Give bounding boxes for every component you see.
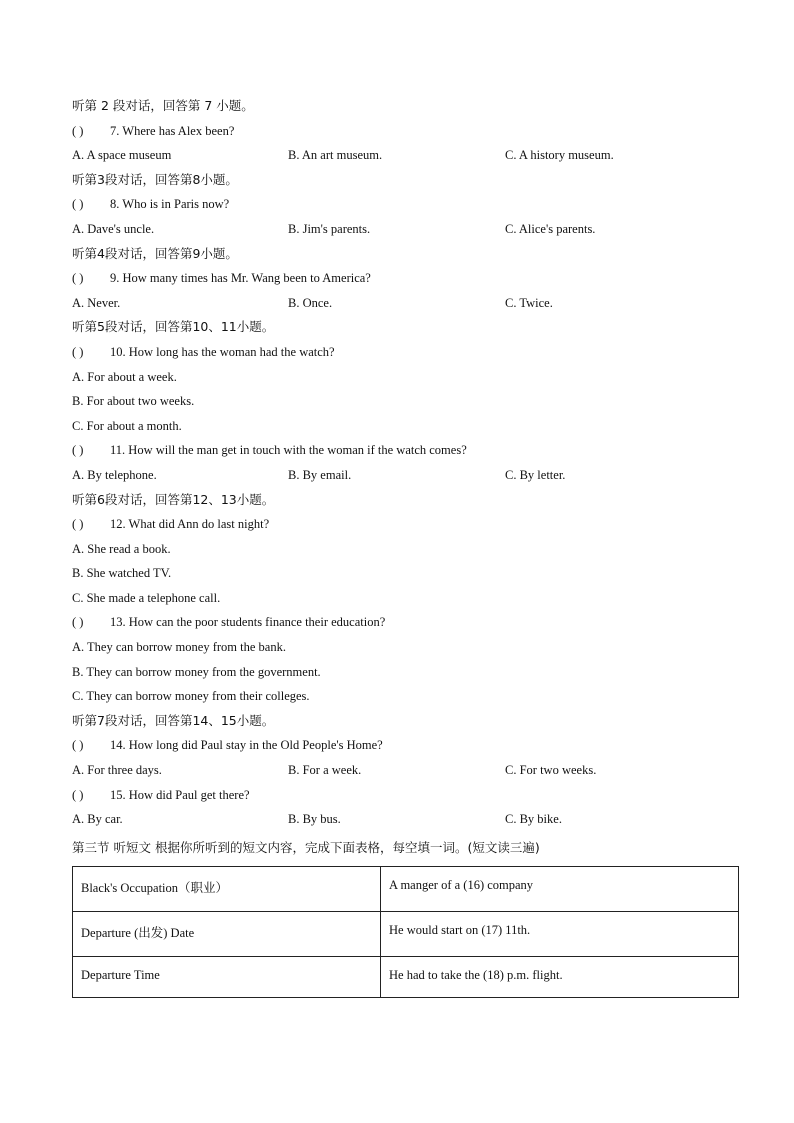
table-row — [73, 957, 739, 998]
option-line: A. She read a book. — [72, 541, 171, 556]
answer-blank: ( ) — [72, 443, 84, 458]
option-c: C. Twice. — [505, 295, 553, 310]
option-a: A. Dave's uncle. — [72, 221, 155, 236]
question-line — [72, 783, 740, 808]
dialogue-heading: 听第5段对话，回答第10、11小题。 — [72, 319, 275, 335]
option-b: B. By email. — [288, 467, 352, 482]
option-b: B. An art museum. — [288, 148, 383, 163]
option-line: A. For about a week. — [72, 369, 177, 384]
answer-blank: ( ) — [72, 344, 84, 359]
question-line — [72, 119, 740, 144]
option-b: B. Once. — [288, 295, 333, 310]
exam-page — [72, 94, 740, 832]
option-a: A. By telephone. — [72, 467, 157, 482]
question-line — [72, 733, 740, 758]
table-label-departure-date: Departure (出发) Date — [73, 912, 381, 957]
table-value-departure-time: He had to take the (18) p.m. flight. — [381, 957, 739, 998]
table-value-occupation: A manger of a (16) company — [381, 867, 739, 912]
answer-blank: ( ) — [72, 123, 84, 138]
option-a: A. A space museum — [72, 148, 172, 163]
option-line: B. They can borrow money from the government. — [72, 664, 321, 679]
options-row — [72, 463, 740, 488]
options-row — [72, 217, 740, 242]
option-line: B. For about two weeks. — [72, 394, 195, 409]
answer-blank: ( ) — [72, 615, 84, 630]
options-row — [72, 758, 740, 783]
answer-blank: ( ) — [72, 738, 84, 753]
option-a: A. Never. — [72, 295, 121, 310]
option-a: A. For three days. — [72, 763, 162, 778]
dialogue-heading: 听第6段对话，回答第12、13小题。 — [72, 491, 275, 507]
option-line: A. They can borrow money from the bank. — [72, 640, 286, 655]
question-line — [72, 610, 740, 635]
option-a: A. By car. — [72, 812, 123, 827]
question-line — [72, 192, 740, 217]
dialogue-heading: 听第3段对话，回答第8小题。 — [72, 171, 238, 187]
option-line: B. She watched TV. — [72, 566, 172, 581]
question-text: 14. How long did Paul stay in the Old People's Home? — [110, 738, 383, 753]
question-line — [72, 438, 740, 463]
option-b: B. By bus. — [288, 812, 341, 827]
answer-blank: ( ) — [72, 517, 84, 532]
question-text: 10. How long has the woman had the watch? — [110, 344, 335, 359]
question-text: 8. Who is in Paris now? — [110, 197, 230, 212]
option-line: C. For about a month. — [72, 418, 182, 433]
option-c: C. For two weeks. — [505, 763, 597, 778]
option-b: B. For a week. — [288, 763, 362, 778]
dialogue-heading: 听第 2 段对话，回答第 7 小题。 — [72, 98, 254, 113]
table-row — [73, 867, 739, 912]
answer-blank: ( ) — [72, 787, 84, 802]
option-c: C. A history museum. — [505, 148, 614, 163]
section3-title: 第三节 听短文 根据你所听到的短文内容，完成下面表格，每空填一词。(短文读三遍) — [72, 840, 540, 855]
option-line: C. She made a telephone call. — [72, 590, 221, 605]
option-c: C. By bike. — [505, 812, 562, 827]
option-line: C. They can borrow money from their colleges. — [72, 689, 310, 704]
question-text: 7. Where has Alex been? — [110, 123, 235, 138]
table-label-occupation: Black's Occupation（职业） — [73, 867, 381, 912]
question-text: 13. How can the poor students finance their education? — [110, 615, 386, 630]
answer-table — [72, 866, 739, 998]
question-line — [72, 266, 740, 291]
options-row — [72, 807, 740, 832]
dialogue-heading: 听第7段对话，回答第14、15小题。 — [72, 712, 275, 728]
table-row — [73, 912, 739, 957]
option-c: C. By letter. — [505, 467, 566, 482]
question-text: 15. How did Paul get there? — [110, 787, 250, 802]
question-text: 9. How many times has Mr. Wang been to America? — [110, 271, 371, 286]
table-value-departure-date: He would start on (17) 11th. — [381, 912, 739, 957]
answer-blank: ( ) — [72, 271, 84, 286]
option-b: B. Jim's parents. — [288, 221, 371, 236]
question-line — [72, 512, 740, 537]
option-c: C. Alice's parents. — [505, 221, 596, 236]
question-line — [72, 340, 740, 365]
question-text: 12. What did Ann do last night? — [110, 517, 270, 532]
answer-blank: ( ) — [72, 197, 84, 212]
table-label-departure-time: Departure Time — [73, 957, 381, 998]
question-text: 11. How will the man get in touch with the woman if the watch comes? — [110, 443, 467, 458]
options-row — [72, 143, 740, 168]
options-row — [72, 291, 740, 316]
dialogue-heading: 听第4段对话，回答第9小题。 — [72, 245, 238, 261]
